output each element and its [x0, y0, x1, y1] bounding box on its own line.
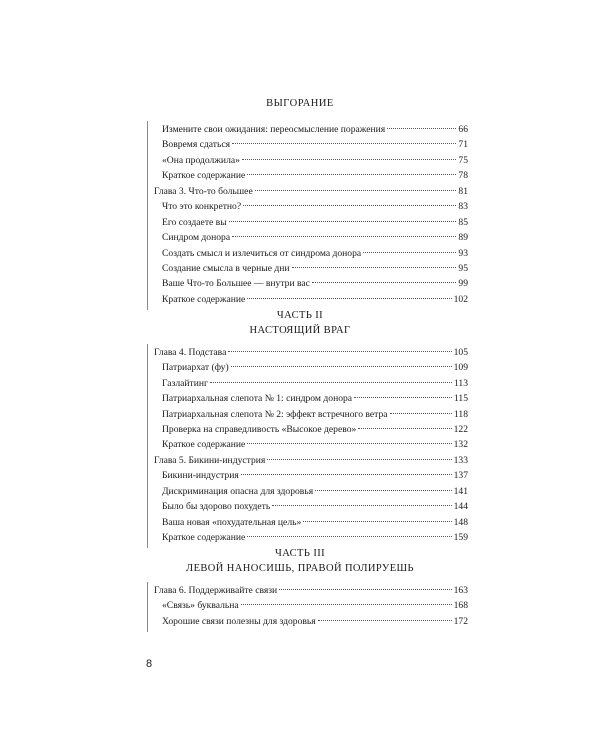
part-label: ЧАСТЬ II: [276, 310, 324, 321]
toc-chapter-3: [147, 183, 468, 310]
toc-entry[interactable]: Патриархат (фу) 109: [162, 362, 468, 374]
toc-entry[interactable]: «Связь» буквальна 168: [162, 600, 468, 612]
toc-entry[interactable]: Его создаете вы 85: [162, 216, 468, 228]
toc-chapter-4: [147, 344, 468, 456]
toc-entry[interactable]: Краткое содержание 78: [162, 170, 468, 182]
toc-group: [147, 344, 468, 456]
toc-entry[interactable]: Краткое содержание 159: [162, 531, 468, 543]
toc-entry[interactable]: Синдром донора 89: [162, 232, 468, 244]
part-heading: [0, 308, 600, 338]
toc-entry[interactable]: Ваше Что-то Большее — внутри вас 99: [162, 278, 468, 290]
toc-entry[interactable]: Проверка на справедливость «Высокое дерево» 122: [162, 423, 468, 435]
part-title: НАСТОЯЩИЙ ВРАГ: [249, 325, 351, 336]
toc-entry[interactable]: Создать смысл и излечиться от синдрома донора 93: [162, 247, 468, 259]
toc-group: [147, 121, 468, 187]
toc-entry[interactable]: Краткое содержание 102: [162, 293, 468, 305]
running-head: ВЫГОРАНИЕ: [266, 98, 334, 109]
toc-chapter-6: [147, 582, 468, 632]
toc-chapter-title[interactable]: Глава 6. Поддерживайте связи 163: [154, 585, 468, 596]
toc-entry[interactable]: Было бы здорово похудеть 144: [162, 501, 468, 513]
page-number: 8: [146, 658, 153, 670]
toc-entry[interactable]: «Она продолжила» 75: [162, 154, 468, 166]
toc-chapter-title[interactable]: Глава 4. Подстава 105: [154, 347, 468, 358]
toc-entry[interactable]: Дискриминация опасна для здоровья 141: [162, 485, 468, 497]
toc-chapter-title[interactable]: Глава 3. Что-то большее 81: [154, 186, 468, 197]
toc-group: [147, 582, 468, 632]
toc-entry[interactable]: Бикини-индустрия 137: [162, 470, 468, 482]
part-heading: [0, 546, 600, 576]
toc-entry[interactable]: Патриархальная слепота № 2: эффект встречного ветра 118: [162, 408, 468, 420]
toc-entry[interactable]: Создание смысла в черные дни 95: [162, 262, 468, 274]
toc-entry[interactable]: Газлайтинг 113: [162, 377, 468, 389]
toc-chapter-title[interactable]: Глава 5. Бикини-индустрия 133: [154, 455, 468, 466]
toc-entry[interactable]: Вовремя сдаться 71: [162, 139, 468, 151]
toc-entry[interactable]: Хорошие связи полезны для здоровья 172: [162, 615, 468, 627]
toc-entry[interactable]: Патриархальная слепота № 1: синдром донора 115: [162, 393, 468, 405]
toc-entry[interactable]: Что это конкретно? 83: [162, 201, 468, 213]
toc-entry[interactable]: Измените свои ожидания: переосмысление поражения 66: [162, 124, 468, 135]
toc-group: [147, 452, 468, 548]
toc-entry[interactable]: Ваша новая «похудательная цель» 148: [162, 516, 468, 528]
part-label: ЧАСТЬ III: [274, 548, 326, 559]
part-title: ЛЕВОЙ НАНОСИШЬ, ПРАВОЙ ПОЛИРУЕШЬ: [186, 563, 414, 574]
toc-group: [147, 183, 468, 310]
toc-entry[interactable]: Краткое содержание 132: [162, 439, 468, 451]
toc-block-1: [147, 121, 468, 187]
toc-chapter-5: [147, 452, 468, 548]
